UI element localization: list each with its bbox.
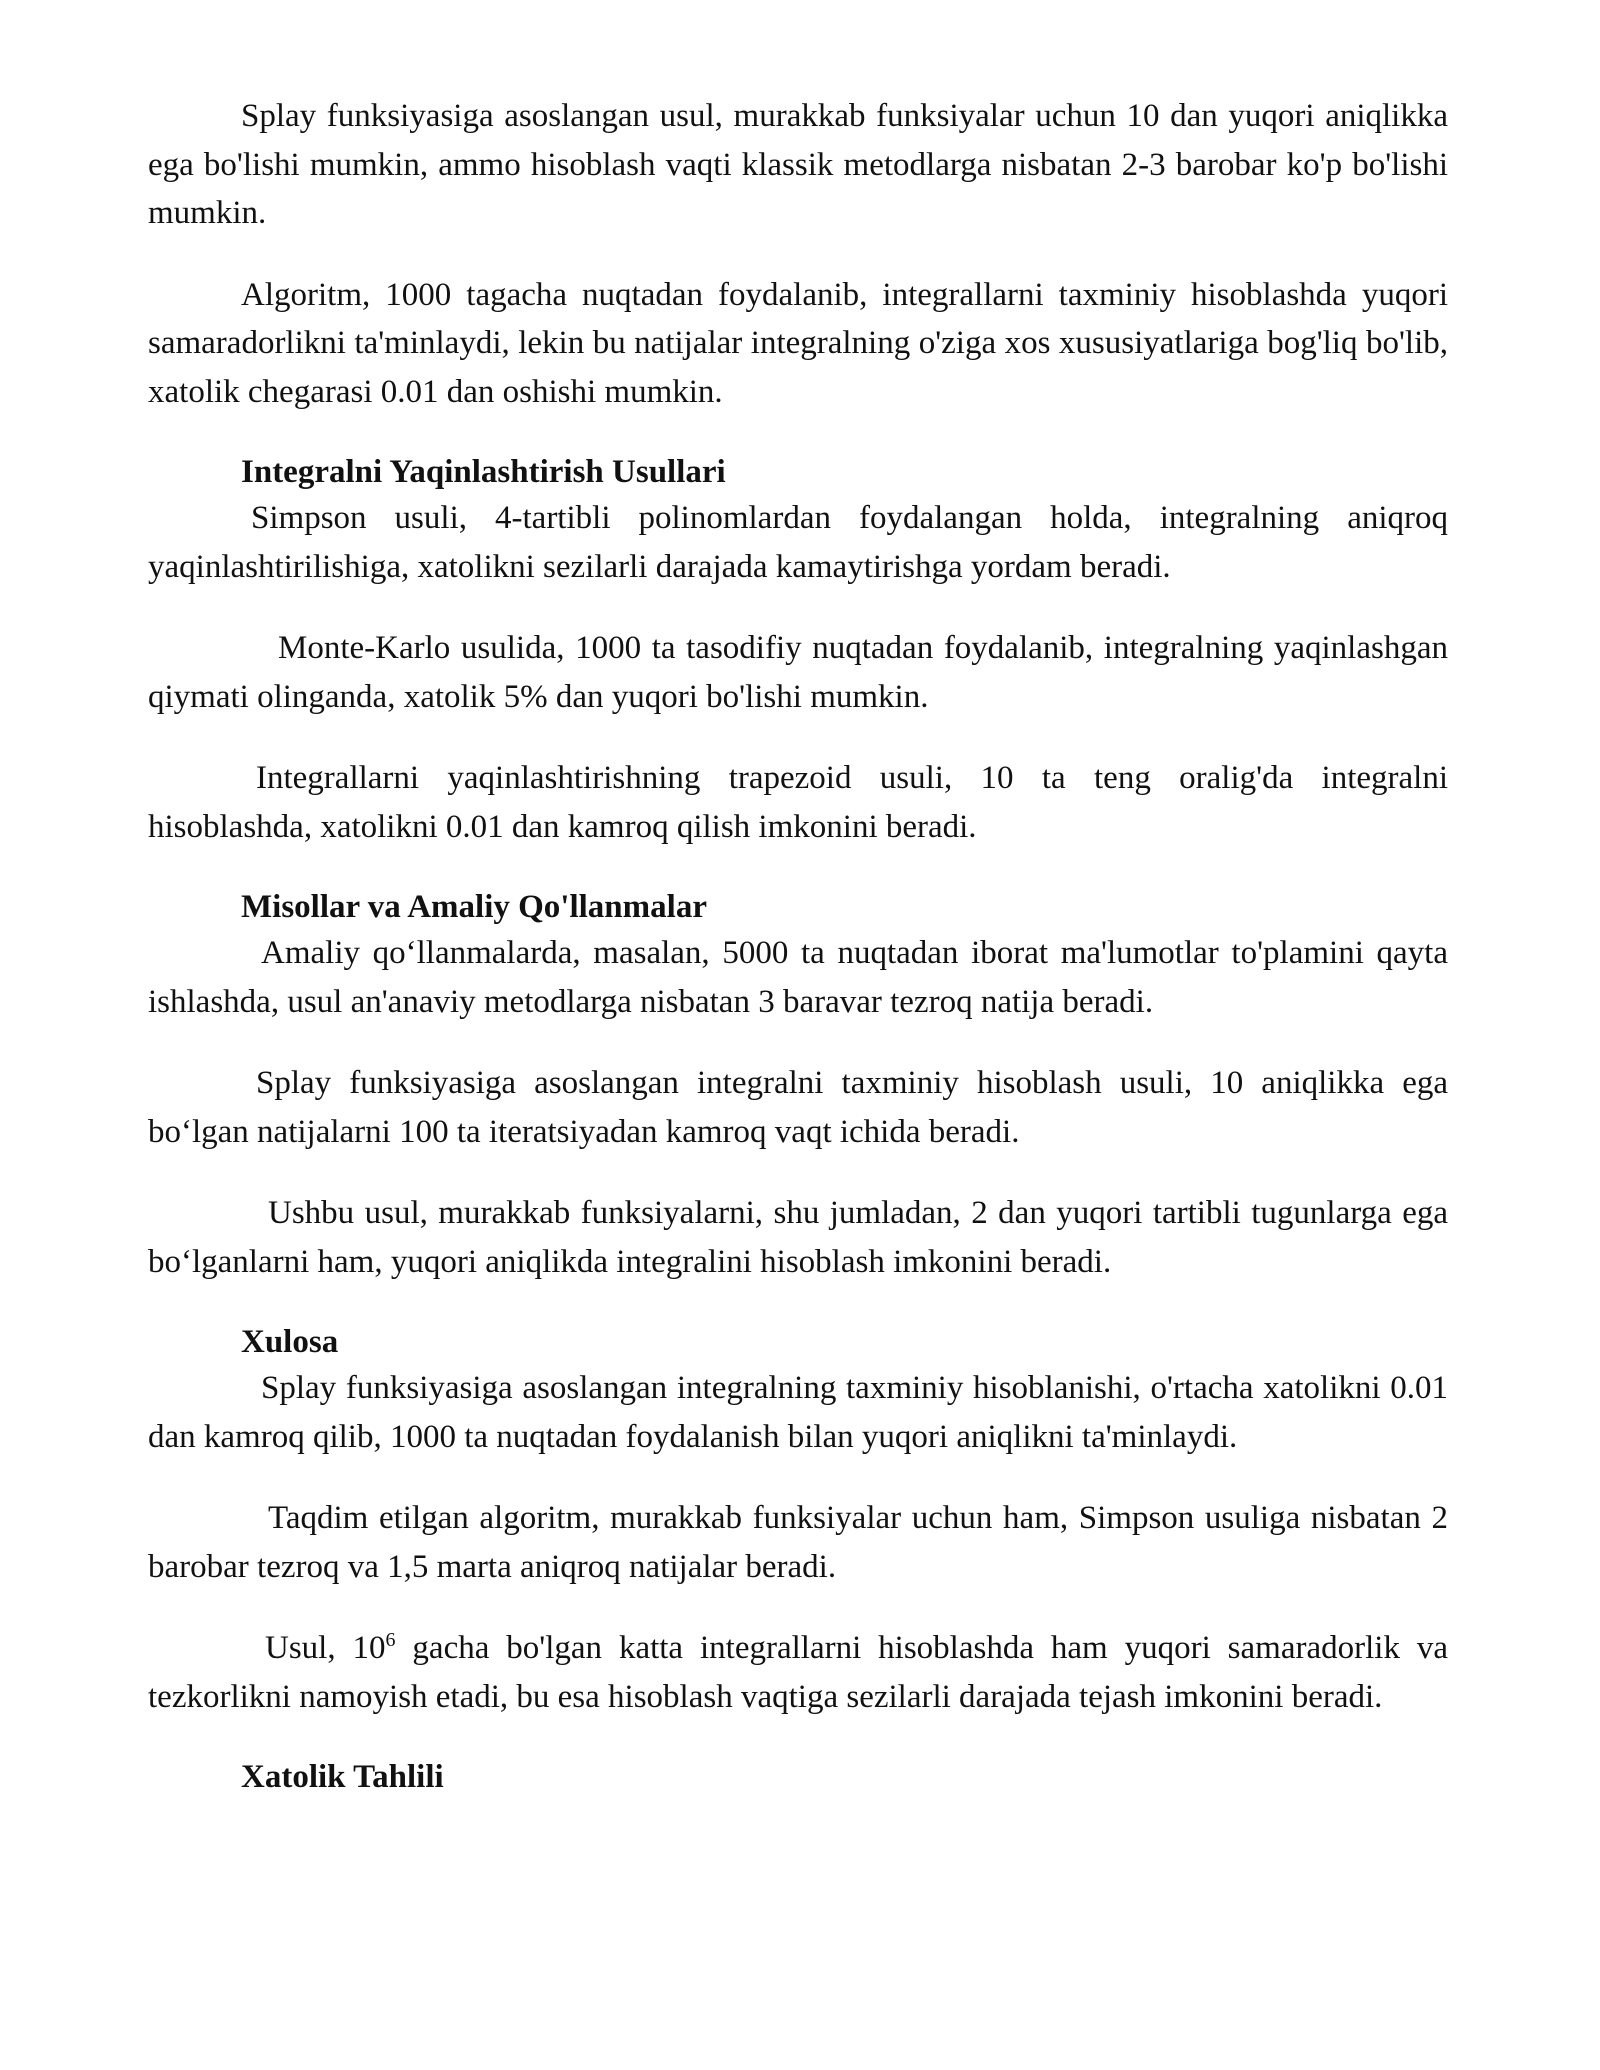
section-heading-approximation-methods: Integralni Yaqinlashtirish Usullari [241,454,726,490]
section-heading-examples: Misollar va Amaliy Qo'llanmalar [241,889,707,925]
paragraph-splay-accuracy: Splay funksiyasiga asoslangan usul, murakkab funksiyalar uchun 10 dan yuqori aniqlikka ega bo'lishi mumkin, ammo hisoblash vaqti klassik metodlarga nisbatan 2-3 barobar ko'p bo'lishi mumkin. [148,98,1448,231]
paragraph-monte-carlo: Monte-Karlo usulida, 1000 ta tasodifiy nuqtadan foydalanib, integralning yaqinlashgan qiymati olinganda, xatolik 5% dan yuqori bo'lishi mumkin. [148,630,1448,715]
paragraph-complex-functions: Ushbu usul, murakkab funksiyalarni, shu jumladan, 2 dan yuqori tartibli tugunlarga ega bo‘lganlarni ham, yuqori aniqlikda integralini hisoblash imkonini beradi. [148,1195,1448,1280]
paragraph-large-integrals [148,1624,1448,1721]
section-heading-conclusion: Xulosa [241,1324,339,1360]
paragraph-conclusion-accuracy: Splay funksiyasiga asoslangan integralning taxminiy hisoblanishi, o'rtacha xatolikni 0.01 dan kamroq qilib, 1000 ta nuqtadan foydalanish bilan yuqori aniqlikni ta'minlaydi. [148,1370,1448,1455]
paragraph-conclusion-speed: Taqdim etilgan algoritm, murakkab funksiyalar uchun ham, Simpson usuliga nisbatan 2 barobar tezroq va 1,5 marta aniqroq natijalar beradi. [148,1500,1448,1585]
paragraph-practical-applications: Amaliy qo‘llanmalarda, masalan, 5000 ta nuqtadan iborat ma'lumotlar to'plamini qayta ishlashda, usul an'anaviy metodlarga nisbatan 3 baravar tezroq natija beradi. [148,935,1448,1020]
paragraph-splay-iterations: Splay funksiyasiga asoslangan integralni taxminiy hisoblash usuli, 10 aniqlikka ega bo‘lgan natijalarni 100 ta iteratsiyadan kamroq vaqt ichida beradi. [148,1065,1448,1150]
exponent-superscript: 6 [385,1629,396,1651]
paragraph-simpson-method: Simpson usuli, 4-tartibli polinomlardan foydalangan holda, integralning aniqroq yaqinlashtirilishiga, xatolikni sezilarli darajada kamaytirishga yordam beradi. [148,500,1448,585]
large-integrals-text-start: Usul, 10 [265,1630,386,1666]
section-heading-error-analysis: Xatolik Tahlili [241,1759,444,1795]
document-page [148,92,1448,1799]
paragraph-algorithm-efficiency: Algoritm, 1000 tagacha nuqtadan foydalanib, integrallarni taxminiy hisoblashda yuqori samaradorlikni ta'minlaydi, lekin bu natijalar integralning o'ziga xos xususiyatlariga bog'liq bo'lib, xatolik chegarasi 0.01 dan oshishi mumkin. [148,276,1448,410]
paragraph-trapezoid: Integrallarni yaqinlashtirishning trapezoid usuli, 10 ta teng oralig'da integralni hisoblashda, xatolikni 0.01 dan kamroq qilish imkonini beradi. [148,760,1448,845]
large-integrals-text-end: gacha bo'lgan katta integrallarni hisoblashda ham yuqori samaradorlik va tezkorlikni namoyish etadi, bu esa hisoblash vaqtiga sezilarli darajada tejash imkonini beradi. [148,1630,1448,1715]
